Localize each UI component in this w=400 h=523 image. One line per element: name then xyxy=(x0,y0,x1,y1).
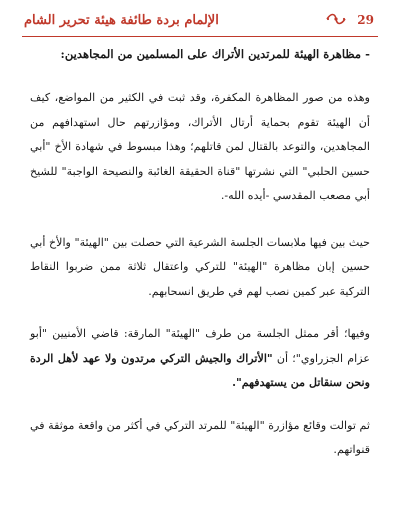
paragraph-3 xyxy=(30,322,370,396)
page-body xyxy=(30,44,370,481)
paragraph-3-quote: "الأتراك والجيش التركي مرتدون ولا عهد لأهل الردة ونحن سنقاتل من يستهدفهم". xyxy=(30,351,370,389)
swirl-ornament-icon xyxy=(325,11,347,30)
page-header xyxy=(24,8,374,32)
paragraph-4: ثم توالت وقائع مؤازرة "الهيئة" للمرتد التركي في أكثر من واقعة موثقة في قنواتهم. xyxy=(30,418,370,456)
section-heading: - مظاهرة الهيئة للمرتدين الأتراك على المسلمين من المجاهدين: xyxy=(60,47,370,61)
page-number: 29 xyxy=(357,13,374,27)
header-rule xyxy=(22,36,378,37)
header-left-group xyxy=(325,11,374,30)
paragraph-3-text: وفيها؛ أقر ممثل الجلسة من طرف "الهيئة" المارقة: قاضي الأمنيين "أبو عزام الجزراوي"؛ أن xyxy=(30,327,370,365)
header-title: الإلمام بردة طائفة هيئة تحرير الشام xyxy=(24,12,219,28)
paragraph-2: حيث بين فيها ملابسات الجلسة الشرعية التي حصلت بين "الهيئة" والأخ أبي حسين إبان مظاهرة "الهيئة" للتركي واعتقال ثلاثة ممن ضربوا النقاط التركية عبر كمين نصب لهم في طريق انسحابهم. xyxy=(30,235,370,298)
paragraph-1: وهذه من صور المظاهرة المكفرة، وقد ثبت في الكثير من المواضع، كيف أن الهيئة تقوم بحماية أرتال الأتراك، ومؤازرتهم حال استهدافهم من المجاهدين، والتوعد بالقتال لمن قاتلهم؛ وهذا مبسوط في شهادة الأخ "أبي حسين الحلبي" التي نشرتها "قناة الحقيقة الغائبة والنصيحة الواجبة" للشيخ أبي مصعب المقدسي -أيده الله-. xyxy=(30,91,370,202)
